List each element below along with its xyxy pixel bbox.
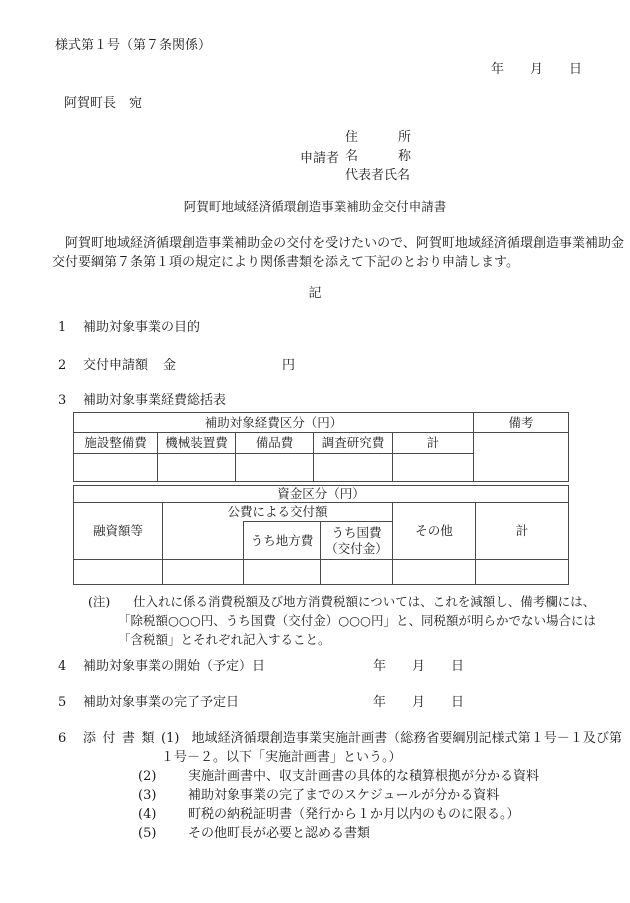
fund-value-loan — [74, 560, 163, 585]
item-2-label: 交付申請額 — [83, 358, 149, 373]
expense-col-machinery: 機械装置費 — [158, 433, 236, 454]
fund-value-other — [393, 560, 476, 585]
applicant-block — [300, 128, 630, 185]
applicant-fields — [345, 128, 411, 185]
name-label-second: 称 — [397, 149, 411, 164]
note-block — [88, 592, 622, 649]
fund-table — [73, 485, 569, 585]
item-6-label: 添付書類 — [83, 731, 162, 746]
item-3-number: 3 — [58, 393, 67, 408]
expense-col-research: 調査研究費 — [314, 433, 393, 454]
public-grant-total-cell — [163, 522, 244, 560]
item-6-number: 6 — [58, 731, 67, 746]
attachment-2-text: 実施計画書中、収支計画書の具体的な積算根拠が分かる資料 — [188, 769, 540, 784]
fund-sub-national — [321, 522, 393, 560]
fund-value-public — [163, 560, 244, 585]
item-4 — [58, 660, 630, 674]
attachment-4-number: (4) — [138, 807, 157, 822]
date-line: 年 月 日 — [490, 62, 582, 77]
fund-value-total — [476, 560, 569, 585]
attachment-1-text: 地域経済循環創造事業実施計画書（総務省要綱別記様式第１号－１及び第１号－２。以下「実施計画書」という。） — [161, 731, 622, 765]
item-1-number: 1 — [58, 320, 67, 335]
item-4-date-placeholder: 年 月 日 — [373, 659, 465, 674]
expense-value-research — [314, 454, 393, 482]
expense-value-facility — [74, 454, 158, 482]
fund-table-header: 資金区分（円） — [74, 486, 569, 503]
expense-col-total: 計 — [393, 433, 474, 454]
remarks-value-cell — [474, 433, 569, 482]
attachment-row-1 — [58, 729, 622, 767]
expense-value-equipment — [236, 454, 314, 482]
attachment-5-number: (5) — [138, 826, 157, 841]
item-5-label: 補助対象事業の完了予定日 — [83, 695, 240, 710]
attachment-3-number: (3) — [138, 788, 157, 803]
note-body — [118, 592, 622, 649]
attachment-row-4 — [138, 805, 622, 824]
attachments-section — [58, 729, 622, 843]
applicant-label: 申請者 — [300, 151, 340, 166]
name-label-first: 名 — [345, 149, 359, 164]
address-label-first: 住 — [345, 130, 359, 145]
attachment-3-text: 補助対象事業の完了までのスケジュールが分かる資料 — [188, 788, 500, 803]
item-5-date-placeholder: 年 月 日 — [373, 695, 465, 710]
item-4-number: 4 — [58, 659, 67, 674]
expense-col-facility: 施設整備費 — [74, 433, 158, 454]
note-label: (注) — [88, 594, 111, 609]
attachment-4-text: 町税の納税証明書（発行から１か月以内のものに限る。） — [188, 807, 520, 822]
fund-sub-local: うち地方費 — [244, 522, 321, 560]
applicant-representative-label: 代表者氏名 — [345, 168, 411, 183]
attachment-row-2 — [138, 767, 622, 786]
attachment-row-3 — [138, 786, 622, 805]
expense-col-equipment: 備品費 — [236, 433, 314, 454]
applicant-address-label — [345, 128, 411, 147]
item-1-label: 補助対象事業の目的 — [83, 320, 201, 335]
fund-value-national — [321, 560, 393, 585]
applicant-name-label — [345, 147, 411, 166]
item-1 — [58, 321, 630, 335]
expense-value-total — [393, 454, 474, 482]
note-line-2: 「除税額○○○円、うち国費（交付金）○○○円」と、同税額が明らかでない場合には — [118, 613, 596, 628]
attachment-2-number: (2) — [138, 769, 157, 784]
item-2 — [58, 359, 630, 373]
attachment-5-text: その他町長が必要と認める書類 — [188, 826, 371, 841]
expense-table — [73, 412, 569, 482]
fund-col-other: その他 — [393, 503, 476, 560]
item-4-label: 補助対象事業の開始（予定）日 — [83, 659, 266, 674]
intro-paragraph: 阿賀町地域経済循環創造事業補助金の交付を受けたいので、阿賀町地域経済循環創造事業補助金交付要綱第７条第１項の規定により関係書類を添えて下記のとおり申請します。 — [52, 236, 624, 270]
fund-sub-national-line1: うち国費 — [331, 524, 382, 540]
expense-value-machinery — [158, 454, 236, 482]
item-5-number: 5 — [58, 695, 67, 710]
currency-prefix: 金 — [163, 358, 177, 373]
fund-col-loan: 融資額等 — [74, 503, 163, 560]
public-grant-header: 公費による交付額 — [163, 503, 393, 522]
addressee: 阿賀町長 宛 — [64, 96, 143, 111]
form-id: 様式第１号（第７条関係） — [55, 38, 212, 53]
fund-value-local — [244, 560, 321, 585]
document-title: 阿賀町地域経済循環創造事業補助金交付申請書 — [183, 199, 447, 214]
address-label-second: 所 — [397, 130, 411, 145]
attachment-1-text-block — [161, 729, 622, 767]
item-3-label: 補助対象事業経費総括表 — [83, 393, 227, 408]
fund-sub-national-line2: （交付金） — [325, 540, 388, 556]
attachment-1-number: (1) — [161, 731, 180, 746]
expense-table-header: 補助対象経費区分（円） — [74, 413, 474, 433]
fund-col-total: 計 — [476, 503, 569, 560]
attachment-row-5 — [138, 824, 622, 843]
item-5 — [58, 696, 630, 710]
item-2-number: 2 — [58, 358, 67, 373]
item-3 — [58, 394, 630, 408]
note-line-3: 「含税額」とそれぞれ記入すること。 — [118, 632, 331, 647]
remarks-header: 備考 — [474, 413, 569, 433]
record-heading: 記 — [308, 286, 322, 301]
currency-suffix: 円 — [282, 358, 296, 373]
note-line-1: 仕入れに係る消費税額及び地方消費税額については、これを減額し、備考欄には、 — [133, 594, 596, 609]
